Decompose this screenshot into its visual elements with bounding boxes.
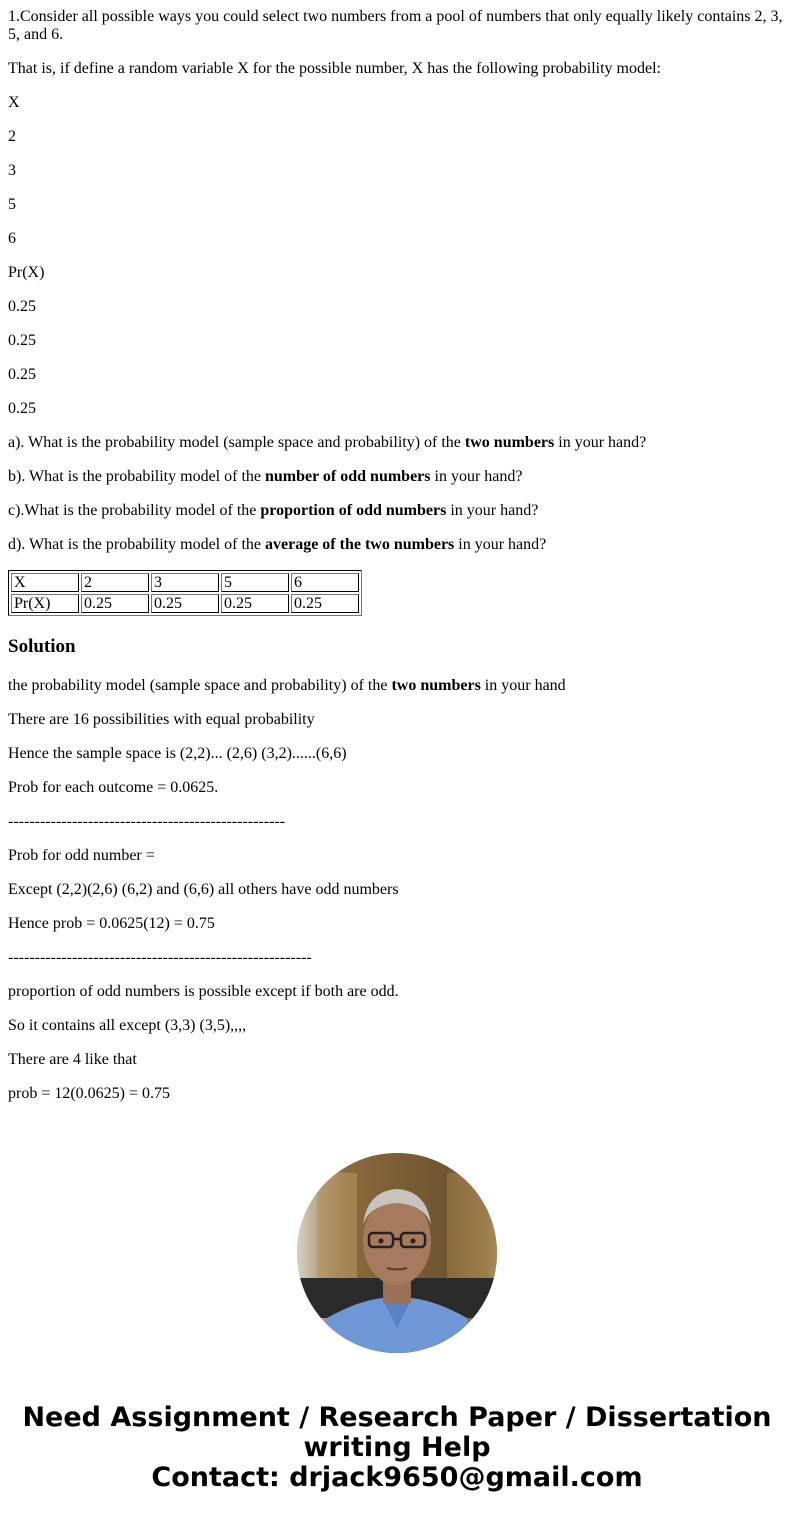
question-part-c: c).What is the probability model of the proportion of odd numbers in your hand?: [8, 502, 539, 519]
question-part-d: d). What is the probability model of the average of the two numbers in your hand?: [8, 536, 547, 553]
portrait-image: [297, 1153, 497, 1353]
flat-value: 3: [8, 162, 16, 179]
table-cell: 0.25: [81, 594, 149, 613]
flat-value: 0.25: [8, 298, 36, 315]
solution-line: proportion of odd numbers is possible except if both are odd.: [8, 983, 399, 1000]
flat-value: 0.25: [8, 400, 36, 417]
flat-value: Pr(X): [8, 264, 45, 281]
table-cell: 0.25: [151, 594, 219, 613]
solution-line: Prob for each outcome = 0.0625.: [8, 779, 219, 796]
promo-banner: [0, 1403, 794, 1493]
table-cell: 3: [151, 573, 219, 592]
question-intro: 1.Consider all possible ways you could select two numbers from a pool of numbers that only equally likely contains 2, 3, 5, and 6.: [8, 8, 783, 43]
divider-line: ---------------------------------------------------------: [8, 949, 312, 966]
flat-value: X: [8, 94, 20, 111]
solution-line: There are 4 like that: [8, 1051, 137, 1068]
solution-line: Hence prob = 0.0625(12) = 0.75: [8, 915, 215, 932]
promo-contact[interactable]: Contact: drjack9650@gmail.com: [151, 1462, 643, 1493]
table-cell: 0.25: [221, 594, 289, 613]
table-cell: X: [11, 573, 79, 592]
solution-line: So it contains all except (3,3) (3,5),,,,: [8, 1017, 247, 1034]
table-cell: 2: [81, 573, 149, 592]
solution-line: Hence the sample space is (2,2)... (2,6) (3,2)......(6,6): [8, 745, 347, 762]
flat-value: 6: [8, 230, 16, 247]
model-description: That is, if define a random variable X for the possible number, X has the following probability model:: [8, 60, 661, 77]
probability-table: [8, 570, 362, 616]
table-cell: 6: [291, 573, 359, 592]
solution-line: prob = 12(0.0625) = 0.75: [8, 1085, 171, 1102]
promo-line: writing Help: [303, 1432, 491, 1463]
solution-first-line: the probability model (sample space and probability) of the two numbers in your hand: [8, 677, 566, 694]
promo-line: Need Assignment / Research Paper / Dissertation: [22, 1402, 772, 1433]
flat-value: 0.25: [8, 332, 36, 349]
flat-value: 2: [8, 128, 16, 145]
table-cell: 5: [221, 573, 289, 592]
table-cell: 0.25: [291, 594, 359, 613]
question-part-b: b). What is the probability model of the number of odd numbers in your hand?: [8, 468, 523, 485]
author-avatar: [297, 1153, 497, 1353]
solution-line: Prob for odd number =: [8, 847, 155, 864]
flat-value: 5: [8, 196, 16, 213]
divider-line: ----------------------------------------------------: [8, 813, 286, 830]
table-row: [11, 594, 359, 613]
solution-heading: Solution: [8, 636, 76, 657]
solution-line: Except (2,2)(2,6) (6,2) and (6,6) all others have odd numbers: [8, 881, 399, 898]
question-part-a: a). What is the probability model (sample space and probability) of the two numbers in your hand?: [8, 434, 647, 451]
solution-line: There are 16 possibilities with equal probability: [8, 711, 315, 728]
flat-value: 0.25: [8, 366, 36, 383]
table-row: [11, 573, 359, 592]
table-cell: Pr(X): [11, 594, 79, 613]
